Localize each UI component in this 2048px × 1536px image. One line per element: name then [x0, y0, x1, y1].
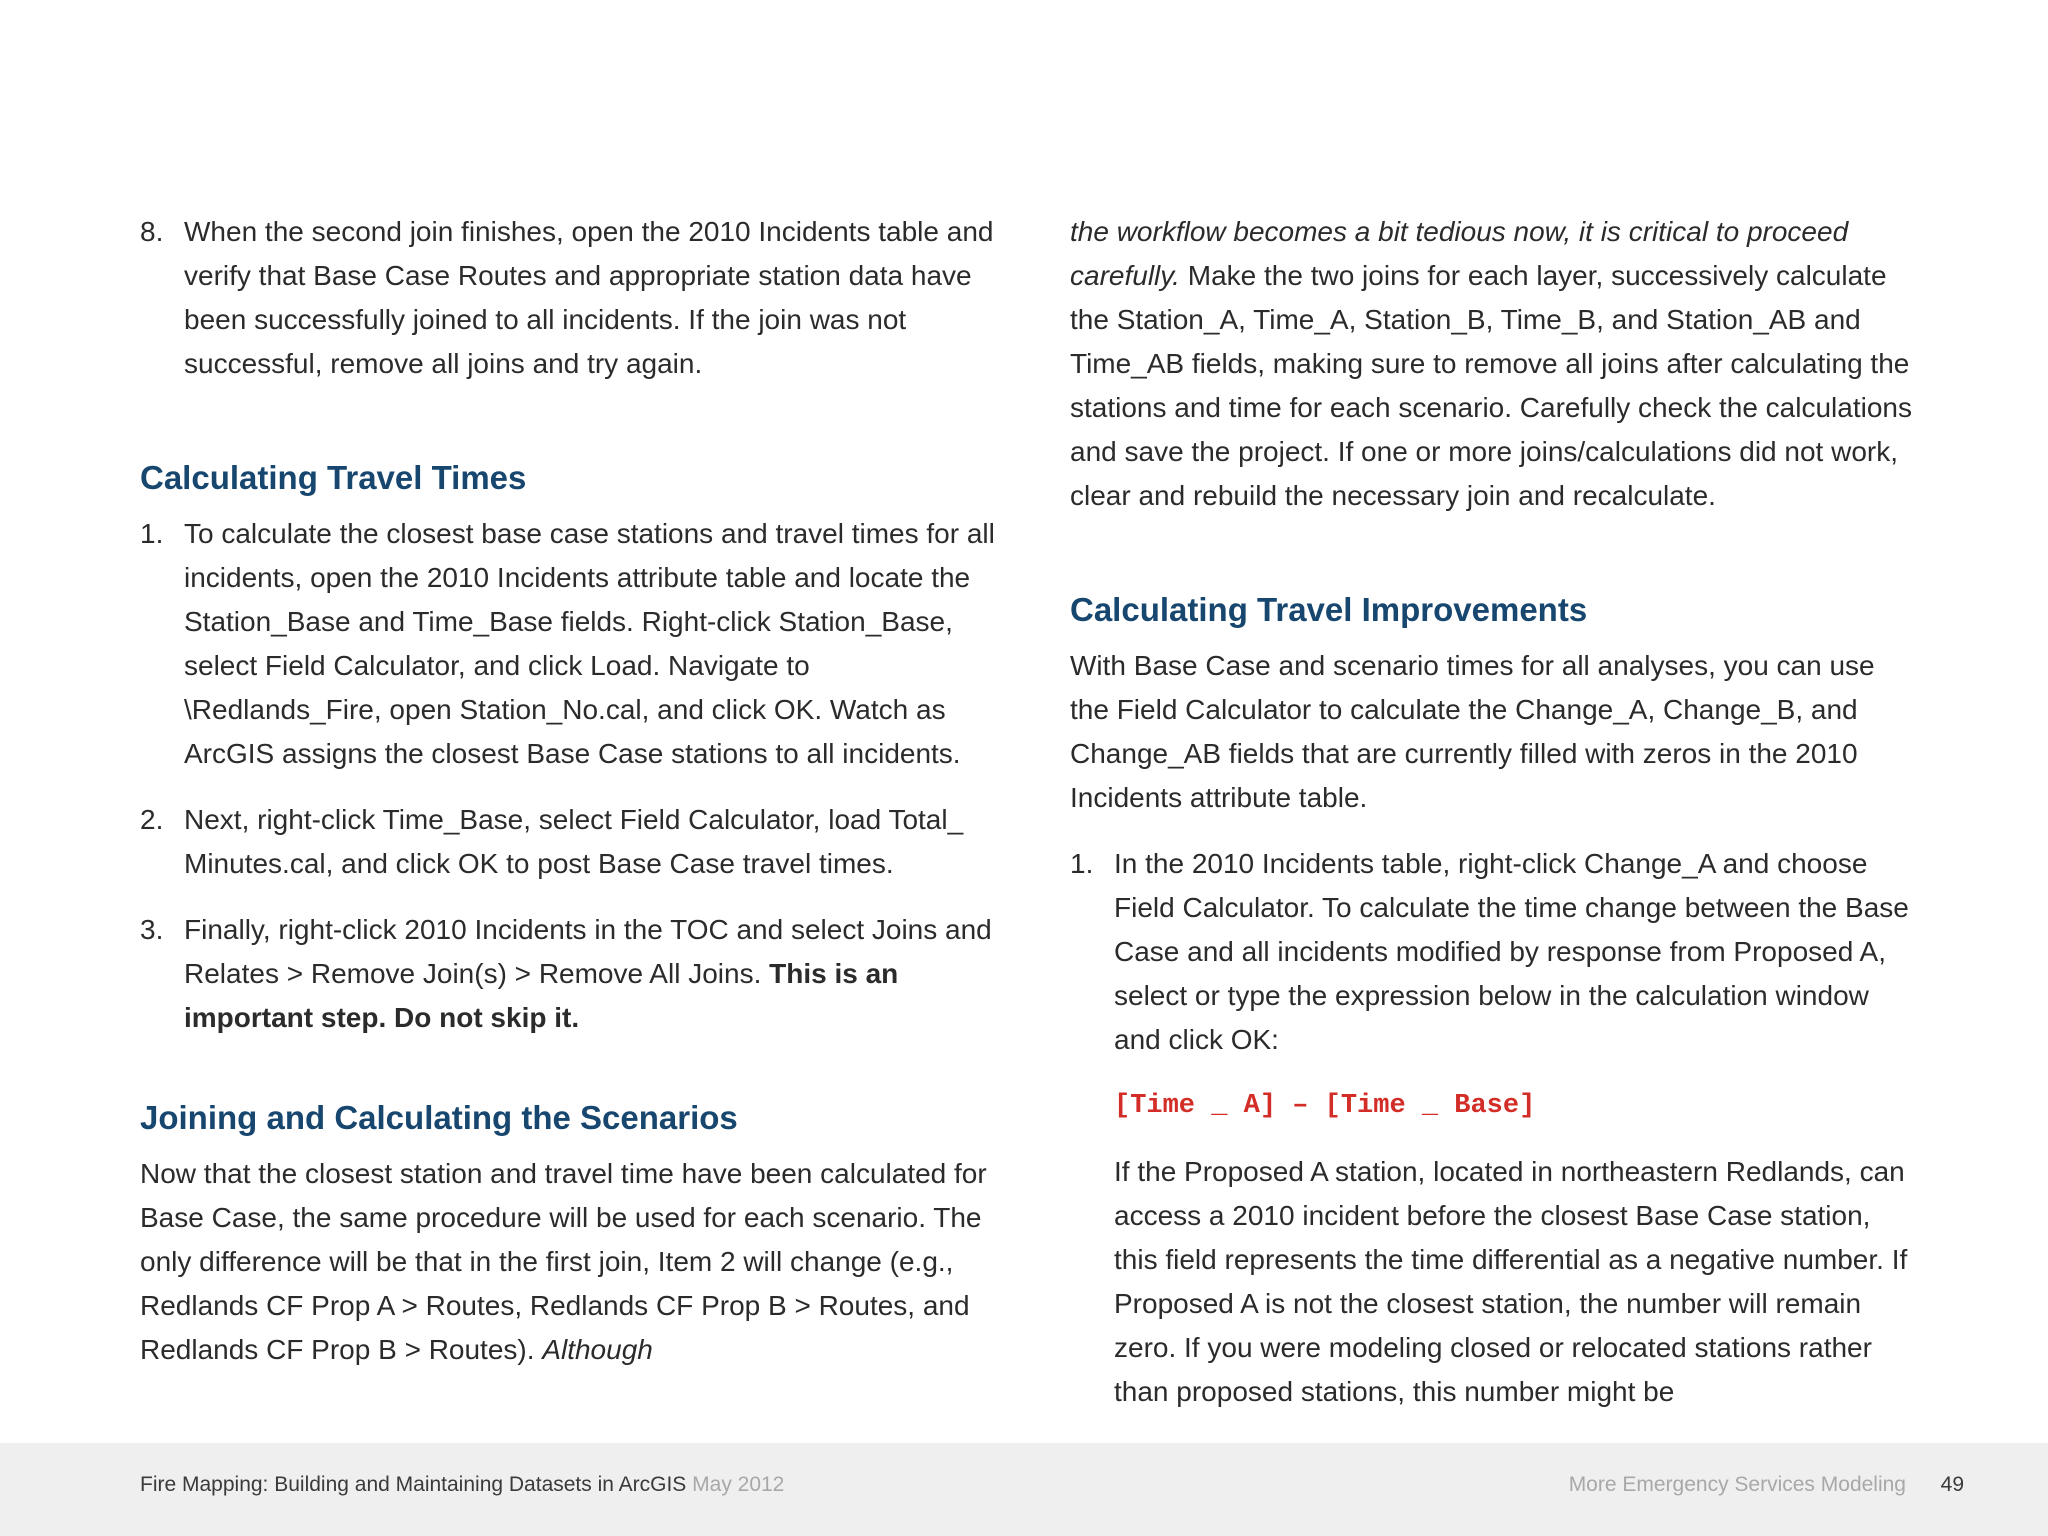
heading-travel-improvements: Calculating Travel Improvements	[1070, 591, 1588, 628]
travel-times-step-2	[140, 798, 1010, 886]
publication-date: May 2012	[692, 1473, 785, 1496]
paragraph-text: Make the two joins for each layer, successively calculate the Station_A, Time_A, Station_B, Time_B, and Station_AB and Time_AB fields, making sure to remove all joins after calculating the stations and time for each scenario. Carefully check the calculations and save the project. If one or more joins/calculations did not work, clear and rebuild the necessary join and recalculate.	[1070, 260, 1912, 511]
travel-times-step-3	[140, 908, 1010, 1040]
page-number: 49	[1940, 1473, 1964, 1496]
list-number: 3.	[140, 914, 164, 945]
paragraph-italic-text: the workflow becomes a bit tedious now, it is critical to proceed carefully.	[1070, 216, 1849, 291]
expression-code: [Time _ A] – [Time _ Base]	[1114, 1091, 1536, 1121]
list-item-text: In the 2010 Incidents table, right-click Change_A and choose Field Calculator. To calculate the time change between the Base Case and all incidents modified by response from Proposed A, select or type the expression below in the calculation window and click OK:	[1114, 848, 1909, 1055]
publication-title: Fire Mapping: Building and Maintaining Datasets in ArcGIS	[140, 1473, 687, 1496]
heading-joining-scenarios: Joining and Calculating the Scenarios	[140, 1099, 738, 1136]
heading-calculating-travel-times: Calculating Travel Times	[140, 459, 527, 496]
footer-title	[140, 1473, 784, 1497]
list-item-text: To calculate the closest base case stations and travel times for all incidents, open the 2010 Incidents attribute table and locate the Station_Base and Time_Base fields. Right-click Station_Base, select Field Calculator, and click Load. Navigate to \Redlands_Fire, open Station_No.cal, and click OK. Watch as ArcGIS assigns the closest Base Case stations to all incidents.	[184, 518, 995, 769]
list-number: 1.	[1070, 848, 1094, 879]
list-item-text: When the second join finishes, open the 2010 Incidents table and verify that Base Case Routes and appropriate station data have been successfully joined to all incidents. If the join was not successful, remove all joins and try again.	[184, 216, 994, 379]
important-note: This is an important step. Do not skip it.	[184, 958, 899, 1033]
scenarios-paragraph	[140, 1152, 1010, 1372]
paragraph-italic-text: Although	[542, 1334, 653, 1365]
list-number: 1.	[140, 518, 164, 549]
page-footer	[0, 1443, 2048, 1536]
left-column	[140, 210, 1010, 1372]
improvements-step-1	[1070, 842, 1920, 1062]
expression-explanation: If the Proposed A station, located in northeastern Redlands, can access a 2010 incident before the closest Base Case station, this field represents the time differential as a negative number. If Proposed A is not the closest station, the number will remain zero. If you were modeling closed or relocated stations rather than proposed stations, this number might be	[1114, 1156, 1908, 1407]
list-item-8	[140, 210, 1010, 386]
right-column	[1070, 210, 1920, 1414]
list-item-text: Next, right-click Time_Base, select Field Calculator, load Total_ Minutes.cal, and click OK to post Base Case travel times.	[184, 804, 964, 879]
travel-times-step-1	[140, 512, 1010, 776]
paragraph-text: Now that the closest station and travel time have been calculated for Base Case, the same procedure will be used for each scenario. The only difference will be that in the first join, Item 2 will change (e.g., Redlands CF Prop A > Routes, Redlands CF Prop B > Routes, and Redlands CF Prop B > Routes).	[140, 1158, 987, 1365]
list-item-text: Finally, right-click 2010 Incidents in the TOC and select Joins and Relates > Remove Join(s) > Remove All Joins.	[184, 914, 992, 989]
list-number: 2.	[140, 804, 164, 835]
footer-section: More Emergency Services Modeling	[1568, 1473, 1906, 1496]
continued-paragraph	[1070, 210, 1920, 518]
list-number: 8.	[140, 216, 164, 247]
improvements-paragraph: With Base Case and scenario times for all analyses, you can use the Field Calculator to calculate the Change_A, Change_B, and Change_AB fields that are currently filled with zeros in the 2010 Incidents attribute table.	[1070, 650, 1875, 813]
